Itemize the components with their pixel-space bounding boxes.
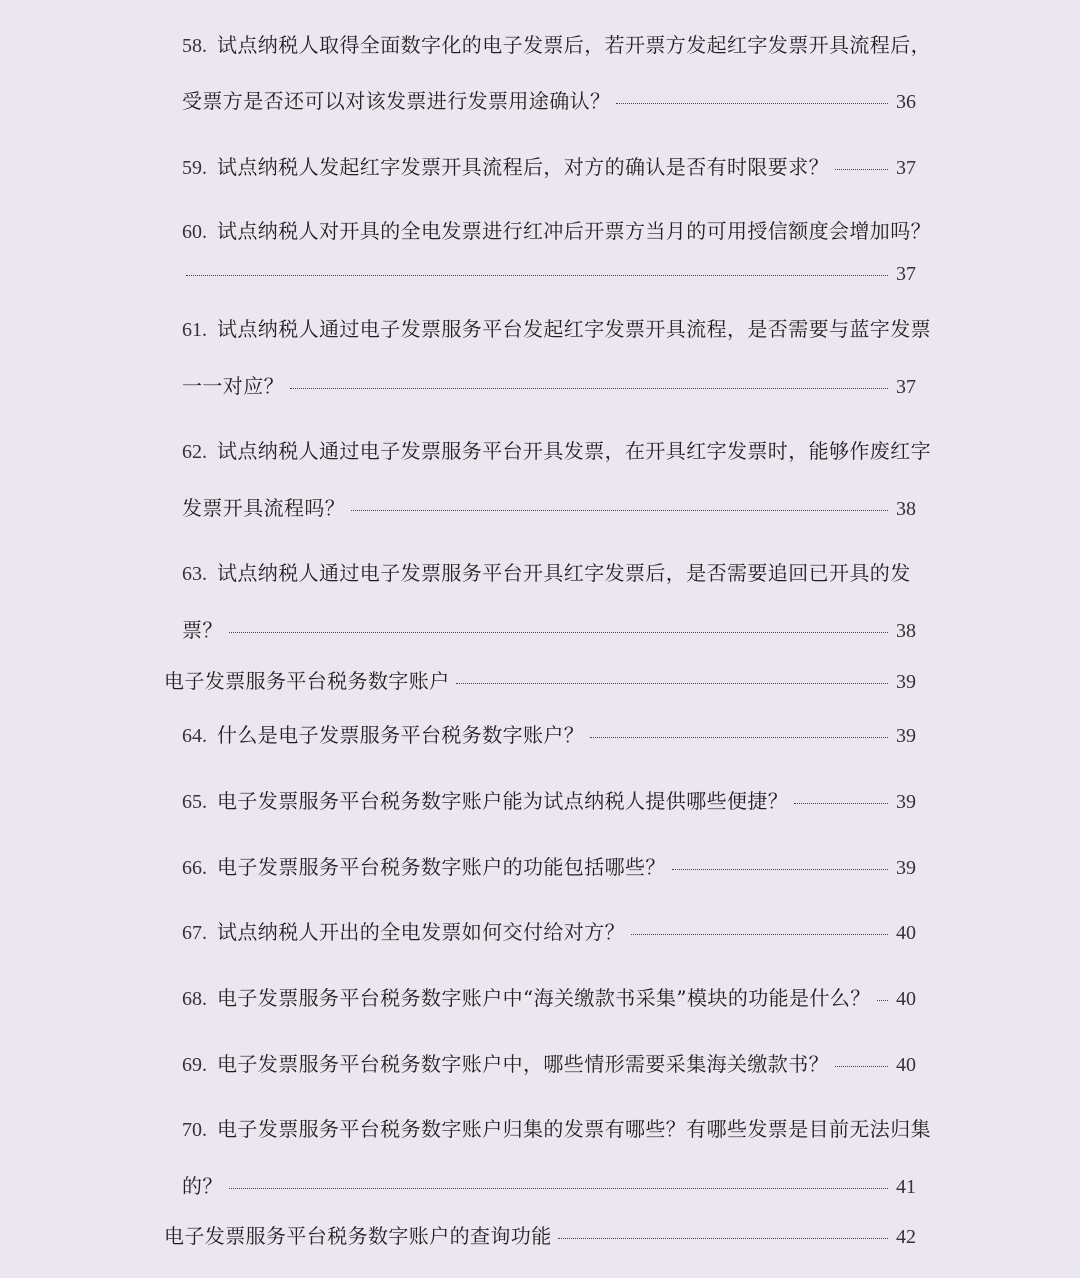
toc-entry-61-line1 [182, 315, 931, 344]
dot-leader [672, 869, 888, 870]
entry-number: 61. [182, 319, 207, 341]
entry-title: 试点纳税人取得全面数字化的电子发票后，若开票方发起红字发票开具流程后， [217, 33, 931, 57]
dot-leader [456, 683, 888, 684]
entry-title-continued: 一一对应？ [182, 374, 284, 398]
page-number: 37 [896, 157, 916, 179]
entry-title-continued: 受票方是否还可以对该发票进行发票用途确认？ [182, 89, 611, 113]
toc-entry-68[interactable] [182, 984, 916, 1013]
page-number: 40 [896, 988, 916, 1010]
entry-number: 68. [182, 988, 207, 1010]
entry-number: 70. [182, 1119, 207, 1141]
toc-entry-64[interactable] [182, 721, 916, 750]
dot-leader [877, 1000, 888, 1001]
page-number: 36 [896, 91, 916, 113]
entry-title: 电子发票服务平台税务数字账户中，哪些情形需要采集海关缴款书？ [217, 1052, 829, 1076]
toc-entry-58-line2[interactable] [182, 87, 916, 116]
page-number: 39 [896, 791, 916, 813]
entry-title: 试点纳税人通过电子发票服务平台开具发票，在开具红字发票时，能够作废红字 [217, 439, 931, 463]
dot-leader [835, 169, 888, 170]
entry-number: 65. [182, 791, 207, 813]
entry-number: 62. [182, 441, 207, 463]
toc-entry-62-line2[interactable] [182, 494, 916, 523]
toc-entry-60-line1 [182, 217, 931, 246]
dot-leader [590, 737, 888, 738]
entry-number: 58. [182, 35, 207, 57]
dot-leader [290, 388, 888, 389]
section-title: 电子发票服务平台税务数字账户的查询功能 [164, 1224, 552, 1248]
dot-leader [229, 632, 888, 633]
dot-leader [229, 1188, 888, 1189]
page-number: 37 [896, 263, 916, 285]
entry-title: 电子发票服务平台税务数字账户的功能包括哪些？ [217, 855, 666, 879]
toc-entry-66[interactable] [182, 853, 916, 882]
toc-entry-63-line1 [182, 559, 916, 588]
page-number: 37 [896, 376, 916, 398]
toc-entry-70-line2[interactable] [182, 1172, 916, 1201]
toc-section-digital-account[interactable] [164, 667, 916, 696]
toc-section-query-function[interactable] [164, 1222, 916, 1251]
page-number: 39 [896, 857, 916, 879]
page-number: 39 [896, 671, 916, 693]
entry-number: 64. [182, 725, 207, 747]
entry-number: 60. [182, 221, 207, 243]
entry-title: 电子发票服务平台税务数字账户能为试点纳税人提供哪些便捷？ [217, 789, 789, 813]
page-number: 42 [896, 1226, 916, 1248]
entry-number: 66. [182, 857, 207, 879]
entry-title: 电子发票服务平台税务数字账户归集的发票有哪些？有哪些发票是目前无法归集 [217, 1117, 931, 1141]
entry-title: 试点纳税人发起红字发票开具流程后，对方的确认是否有时限要求？ [217, 155, 829, 179]
page-number: 40 [896, 922, 916, 944]
entry-title: 电子发票服务平台税务数字账户中“海关缴款书采集”模块的功能是什么？ [217, 986, 871, 1010]
page-number: 38 [896, 620, 916, 642]
toc-entry-58-line1 [182, 31, 931, 60]
toc-entry-60-line2[interactable] [182, 260, 916, 288]
toc-entry-63-line2[interactable] [182, 616, 916, 645]
page-number: 40 [896, 1054, 916, 1076]
toc-entry-59[interactable] [182, 153, 916, 182]
entry-title-continued: 的？ [182, 1174, 223, 1198]
dot-leader [616, 103, 888, 104]
entry-title: 试点纳税人通过电子发票服务平台发起红字发票开具流程，是否需要与蓝字发票 [217, 317, 931, 341]
dot-leader [794, 803, 888, 804]
toc-entry-69[interactable] [182, 1050, 916, 1079]
entry-number: 59. [182, 157, 207, 179]
dot-leader [186, 275, 888, 276]
entry-title-continued: 发票开具流程吗？ [182, 496, 346, 520]
entry-title-continued: 票？ [182, 618, 223, 642]
toc-entry-61-line2[interactable] [182, 372, 916, 401]
toc-entry-62-line1 [182, 437, 931, 466]
entry-title: 试点纳税人开出的全电发票如何交付给对方？ [217, 920, 625, 944]
section-title: 电子发票服务平台税务数字账户 [164, 669, 450, 693]
entry-title: 试点纳税人通过电子发票服务平台开具红字发票后，是否需要追回已开具的发 [217, 561, 911, 585]
toc-entry-67[interactable] [182, 918, 916, 947]
toc-entry-65[interactable] [182, 787, 916, 816]
entry-number: 69. [182, 1054, 207, 1076]
dot-leader [351, 510, 888, 511]
dot-leader [835, 1066, 888, 1067]
page-number: 38 [896, 498, 916, 520]
dot-leader [631, 934, 888, 935]
entry-number: 67. [182, 922, 207, 944]
dot-leader [558, 1238, 888, 1239]
toc-entry-70-line1 [182, 1115, 931, 1144]
entry-title: 试点纳税人对开具的全电发票进行红冲后开票方当月的可用授信额度会增加吗？ [217, 219, 931, 243]
entry-title: 什么是电子发票服务平台税务数字账户？ [217, 723, 585, 747]
page-number: 41 [896, 1176, 916, 1198]
entry-number: 63. [182, 563, 207, 585]
page-number: 39 [896, 725, 916, 747]
